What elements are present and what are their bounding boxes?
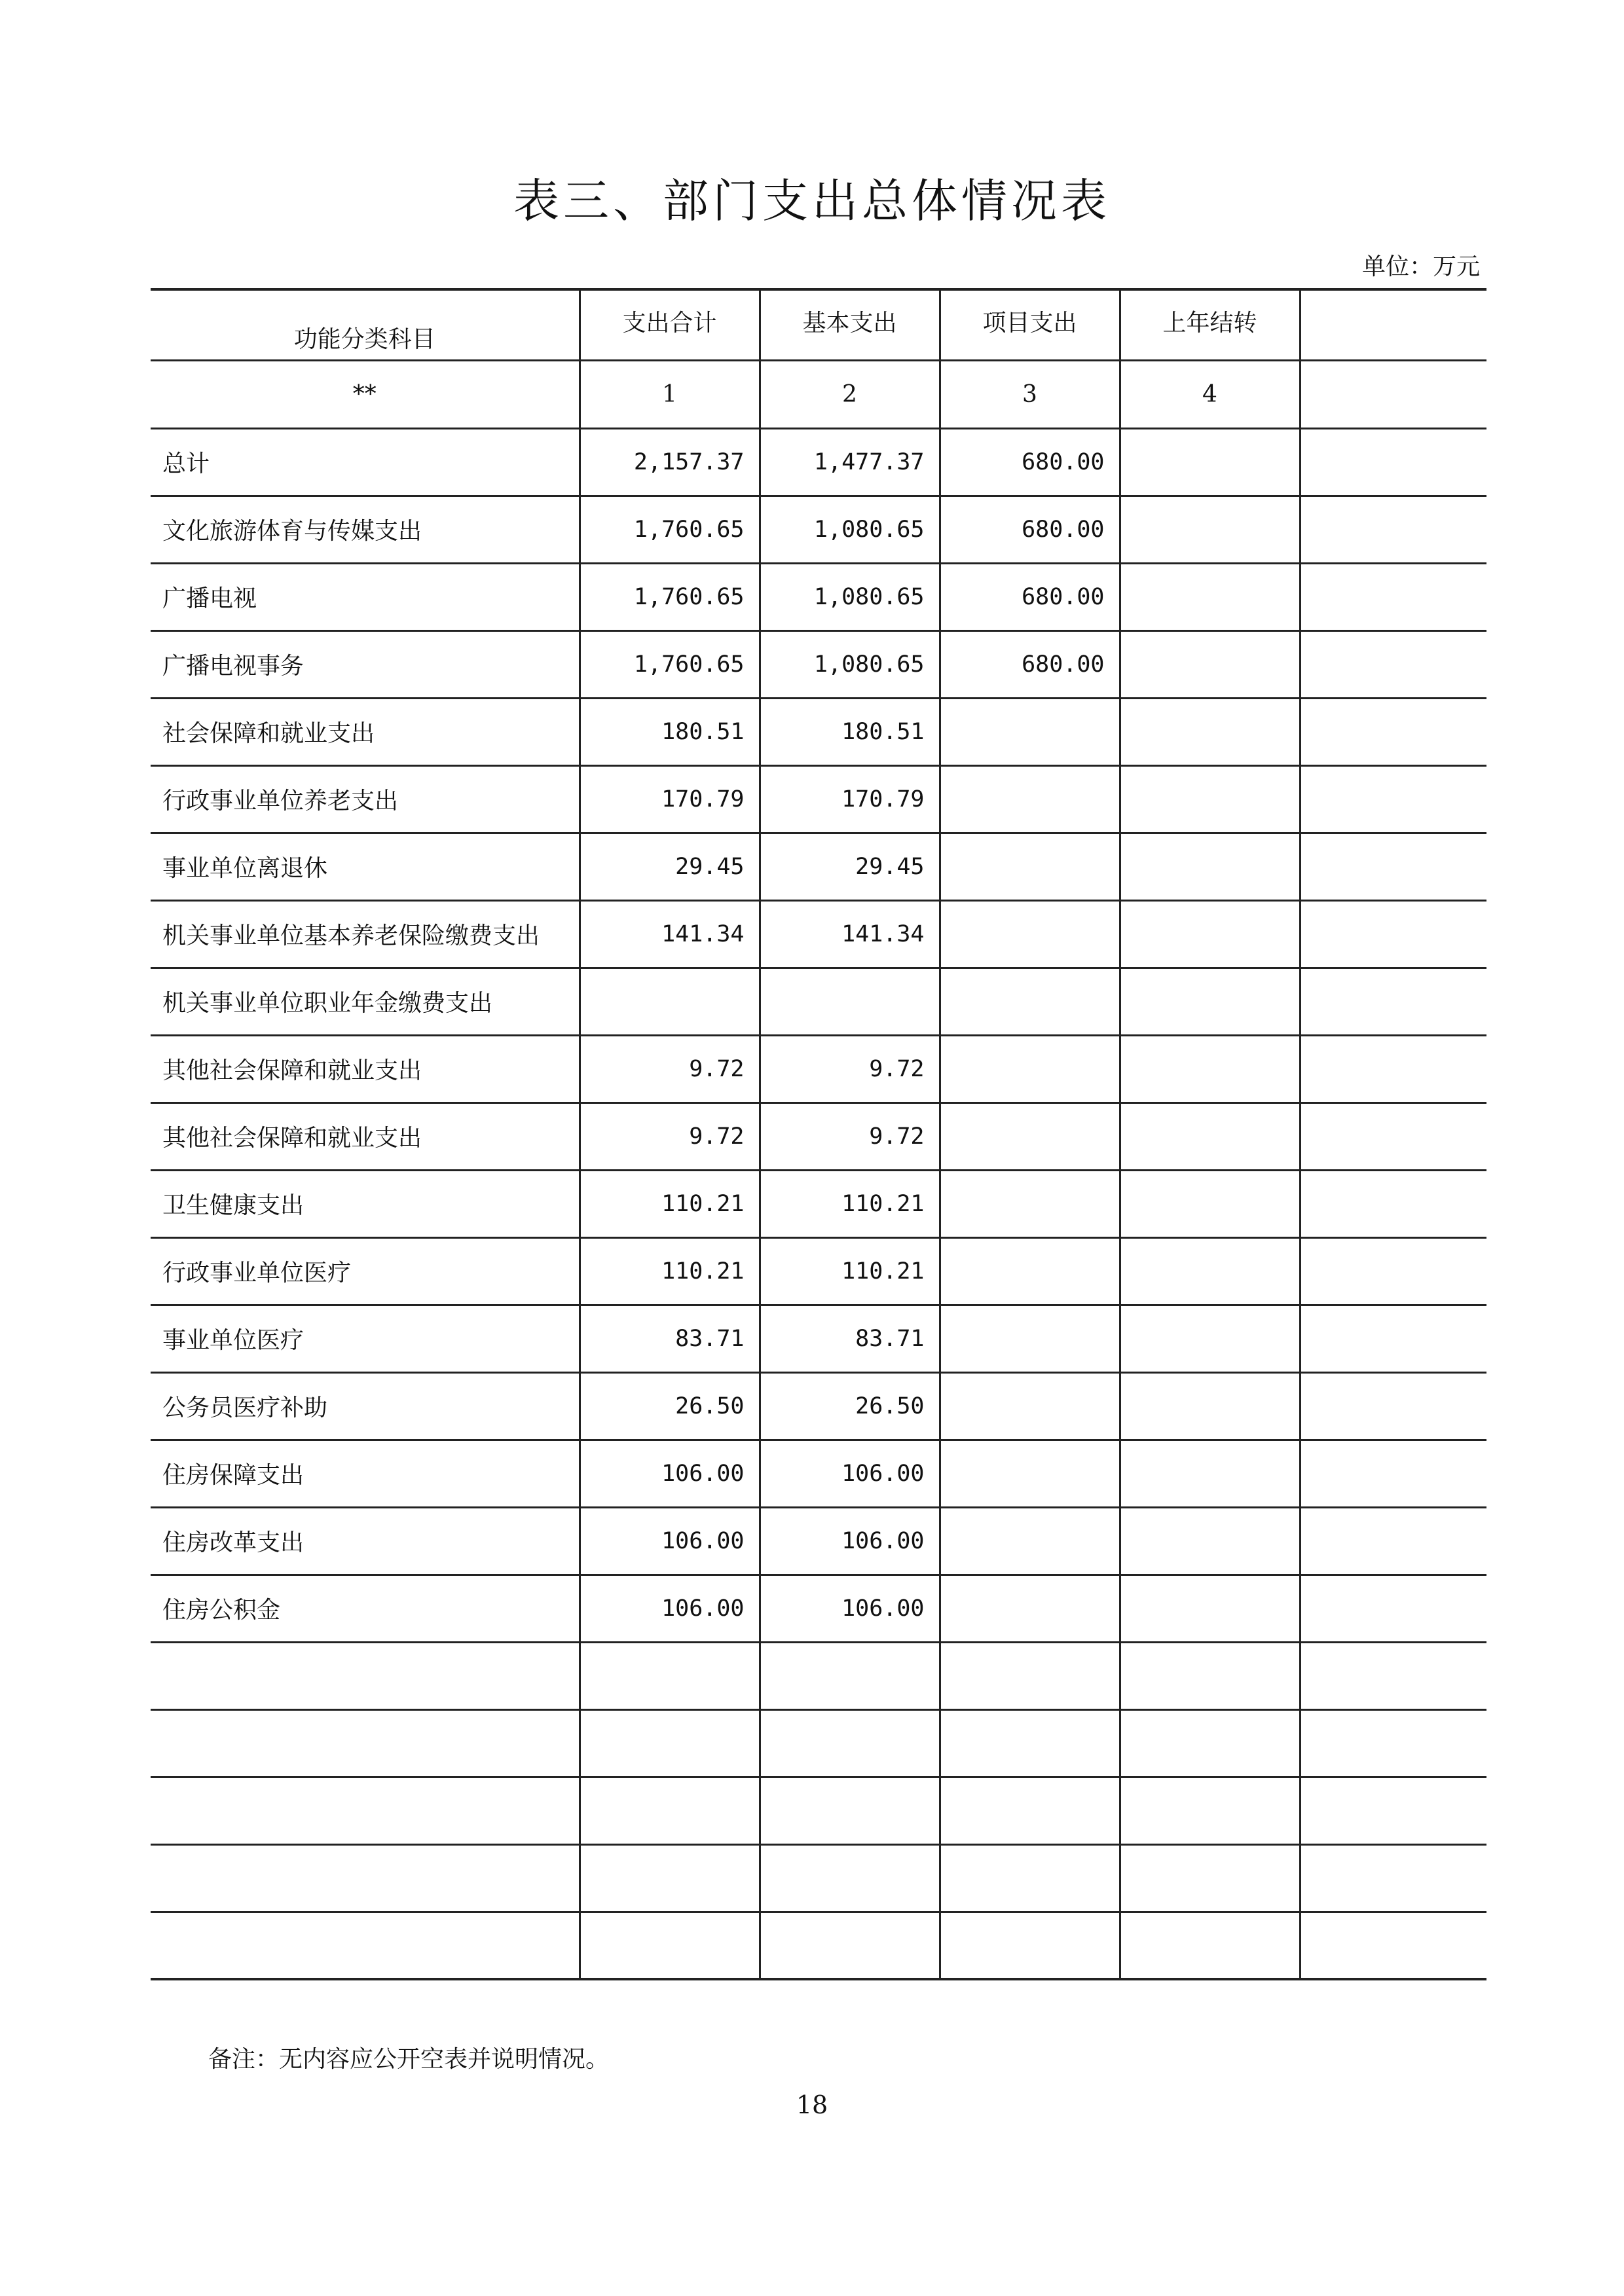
row-carryover-value	[1120, 1170, 1300, 1237]
row-extra-cell	[1300, 1372, 1486, 1440]
row-category-name: 住房保障支出	[151, 1440, 580, 1507]
row-total-value: 141.34	[580, 900, 760, 968]
row-basic-value: 9.72	[760, 1035, 940, 1102]
row-carryover-value	[1120, 1709, 1300, 1777]
row-basic-value: 26.50	[760, 1372, 940, 1440]
index-cell: 4	[1120, 360, 1300, 428]
row-total-value: 29.45	[580, 833, 760, 900]
row-carryover-value	[1120, 1102, 1300, 1170]
table-header-row	[151, 289, 1486, 360]
row-carryover-value	[1120, 900, 1300, 968]
table-row-empty	[151, 1912, 1486, 1979]
row-project-value: 680.00	[940, 496, 1120, 563]
row-carryover-value	[1120, 1777, 1300, 1844]
row-total-value: 9.72	[580, 1102, 760, 1170]
page-number: 18	[796, 2090, 828, 2119]
row-basic-value: 170.79	[760, 765, 940, 833]
row-category-name: 其他社会保障和就业支出	[151, 1035, 580, 1102]
row-category-name: 卫生健康支出	[151, 1170, 580, 1237]
table-row	[151, 1035, 1486, 1102]
index-cell: 3	[940, 360, 1120, 428]
table-row	[151, 833, 1486, 900]
row-carryover-value	[1120, 496, 1300, 563]
table-row-empty	[151, 1777, 1486, 1844]
row-project-value	[940, 1372, 1120, 1440]
row-extra-cell	[1300, 428, 1486, 496]
row-extra-cell	[1300, 765, 1486, 833]
row-category-name	[151, 1912, 580, 1979]
row-category-name: 公务员医疗补助	[151, 1372, 580, 1440]
row-extra-cell	[1300, 1912, 1486, 1979]
row-basic-value	[760, 1642, 940, 1709]
index-cell: 2	[760, 360, 940, 428]
row-extra-cell	[1300, 563, 1486, 630]
row-category-name: 事业单位离退休	[151, 833, 580, 900]
header-total-expenditure: 支出合计	[580, 289, 760, 360]
row-carryover-value	[1120, 698, 1300, 765]
row-basic-value: 1,080.65	[760, 563, 940, 630]
header-basic-expenditure: 基本支出	[760, 289, 940, 360]
page-title: 表三、部门支出总体情况表	[513, 174, 1111, 228]
row-extra-cell	[1300, 1102, 1486, 1170]
expenditure-table-container	[151, 288, 1486, 1980]
row-total-value	[580, 1642, 760, 1709]
row-project-value: 680.00	[940, 428, 1120, 496]
row-category-name	[151, 1777, 580, 1844]
row-extra-cell	[1300, 968, 1486, 1035]
row-project-value	[940, 1575, 1120, 1642]
row-project-value	[940, 833, 1120, 900]
row-carryover-value	[1120, 1035, 1300, 1102]
table-row	[151, 1575, 1486, 1642]
table-row	[151, 1507, 1486, 1575]
header-extra-column	[1300, 289, 1486, 360]
table-row	[151, 698, 1486, 765]
row-total-value: 1,760.65	[580, 496, 760, 563]
row-category-name: 广播电视	[151, 563, 580, 630]
row-project-value	[940, 1440, 1120, 1507]
row-extra-cell	[1300, 1575, 1486, 1642]
row-project-value	[940, 765, 1120, 833]
row-extra-cell	[1300, 1440, 1486, 1507]
row-carryover-value	[1120, 1844, 1300, 1912]
row-carryover-value	[1120, 1305, 1300, 1372]
row-total-value: 2,157.37	[580, 428, 760, 496]
row-basic-value: 106.00	[760, 1440, 940, 1507]
table-row-empty	[151, 1642, 1486, 1709]
row-carryover-value	[1120, 1237, 1300, 1305]
row-basic-value	[760, 1777, 940, 1844]
row-basic-value	[760, 968, 940, 1035]
row-project-value	[940, 1507, 1120, 1575]
row-project-value	[940, 1912, 1120, 1979]
row-category-name: 行政事业单位养老支出	[151, 765, 580, 833]
row-basic-value: 1,080.65	[760, 630, 940, 698]
row-category-name	[151, 1709, 580, 1777]
row-carryover-value	[1120, 833, 1300, 900]
header-project-expenditure: 项目支出	[940, 289, 1120, 360]
row-project-value	[940, 1777, 1120, 1844]
table-row	[151, 1440, 1486, 1507]
row-total-value	[580, 1912, 760, 1979]
row-extra-cell	[1300, 1507, 1486, 1575]
row-total-value: 170.79	[580, 765, 760, 833]
row-extra-cell	[1300, 1170, 1486, 1237]
row-project-value	[940, 900, 1120, 968]
row-category-name: 其他社会保障和就业支出	[151, 1102, 580, 1170]
table-row	[151, 1305, 1486, 1372]
row-carryover-value	[1120, 630, 1300, 698]
row-project-value	[940, 1237, 1120, 1305]
row-basic-value	[760, 1912, 940, 1979]
row-category-name: 广播电视事务	[151, 630, 580, 698]
row-basic-value: 110.21	[760, 1237, 940, 1305]
row-extra-cell	[1300, 1709, 1486, 1777]
table-row	[151, 428, 1486, 496]
row-project-value: 680.00	[940, 563, 1120, 630]
table-row-empty	[151, 1844, 1486, 1912]
row-total-value	[580, 1777, 760, 1844]
row-extra-cell	[1300, 833, 1486, 900]
row-category-name: 文化旅游体育与传媒支出	[151, 496, 580, 563]
row-total-value	[580, 1709, 760, 1777]
row-category-name	[151, 1642, 580, 1709]
row-carryover-value	[1120, 1642, 1300, 1709]
row-basic-value: 106.00	[760, 1575, 940, 1642]
index-cell: 1	[580, 360, 760, 428]
row-category-name: 住房改革支出	[151, 1507, 580, 1575]
row-total-value	[580, 968, 760, 1035]
index-cell: **	[151, 360, 580, 428]
row-extra-cell	[1300, 1777, 1486, 1844]
table-row	[151, 1102, 1486, 1170]
row-extra-cell	[1300, 1237, 1486, 1305]
row-total-value: 83.71	[580, 1305, 760, 1372]
row-total-value: 9.72	[580, 1035, 760, 1102]
row-basic-value: 106.00	[760, 1507, 940, 1575]
row-basic-value: 1,477.37	[760, 428, 940, 496]
row-category-name: 社会保障和就业支出	[151, 698, 580, 765]
index-cell	[1300, 360, 1486, 428]
table-row-empty	[151, 1709, 1486, 1777]
row-project-value	[940, 1709, 1120, 1777]
row-carryover-value	[1120, 1372, 1300, 1440]
row-carryover-value	[1120, 1912, 1300, 1979]
row-project-value	[940, 1170, 1120, 1237]
row-total-value: 110.21	[580, 1170, 760, 1237]
row-project-value	[940, 1102, 1120, 1170]
row-carryover-value	[1120, 563, 1300, 630]
row-total-value: 26.50	[580, 1372, 760, 1440]
row-carryover-value	[1120, 968, 1300, 1035]
row-extra-cell	[1300, 900, 1486, 968]
table-row	[151, 630, 1486, 698]
row-extra-cell	[1300, 1305, 1486, 1372]
table-row	[151, 765, 1486, 833]
row-carryover-value	[1120, 1440, 1300, 1507]
row-project-value	[940, 1035, 1120, 1102]
table-row	[151, 496, 1486, 563]
row-category-name: 住房公积金	[151, 1575, 580, 1642]
unit-label: 单位：万元	[1361, 253, 1480, 280]
row-basic-value: 9.72	[760, 1102, 940, 1170]
row-project-value: 680.00	[940, 630, 1120, 698]
row-category-name: 行政事业单位医疗	[151, 1237, 580, 1305]
expenditure-table	[151, 288, 1486, 1980]
row-basic-value: 29.45	[760, 833, 940, 900]
table-row	[151, 968, 1486, 1035]
header-function-category: 功能分类科目	[151, 289, 580, 360]
row-carryover-value	[1120, 1575, 1300, 1642]
table-row	[151, 1372, 1486, 1440]
row-extra-cell	[1300, 698, 1486, 765]
table-row	[151, 1237, 1486, 1305]
table-index-row	[151, 360, 1486, 428]
row-extra-cell	[1300, 496, 1486, 563]
row-extra-cell	[1300, 630, 1486, 698]
footnote: 备注：无内容应公开空表并说明情况。	[208, 2046, 610, 2073]
row-total-value: 106.00	[580, 1440, 760, 1507]
row-total-value: 106.00	[580, 1507, 760, 1575]
row-basic-value: 180.51	[760, 698, 940, 765]
row-category-name: 机关事业单位职业年金缴费支出	[151, 968, 580, 1035]
row-total-value: 1,760.65	[580, 630, 760, 698]
row-category-name: 总计	[151, 428, 580, 496]
header-carryover: 上年结转	[1120, 289, 1300, 360]
row-basic-value	[760, 1709, 940, 1777]
row-basic-value: 1,080.65	[760, 496, 940, 563]
row-total-value: 110.21	[580, 1237, 760, 1305]
row-extra-cell	[1300, 1035, 1486, 1102]
row-carryover-value	[1120, 1507, 1300, 1575]
row-category-name: 机关事业单位基本养老保险缴费支出	[151, 900, 580, 968]
row-basic-value: 110.21	[760, 1170, 940, 1237]
row-carryover-value	[1120, 428, 1300, 496]
row-basic-value: 141.34	[760, 900, 940, 968]
row-total-value: 1,760.65	[580, 563, 760, 630]
row-total-value: 180.51	[580, 698, 760, 765]
row-carryover-value	[1120, 765, 1300, 833]
row-basic-value	[760, 1844, 940, 1912]
row-total-value	[580, 1844, 760, 1912]
row-category-name: 事业单位医疗	[151, 1305, 580, 1372]
row-extra-cell	[1300, 1844, 1486, 1912]
row-project-value	[940, 1305, 1120, 1372]
row-total-value: 106.00	[580, 1575, 760, 1642]
row-project-value	[940, 698, 1120, 765]
row-project-value	[940, 968, 1120, 1035]
row-basic-value: 83.71	[760, 1305, 940, 1372]
table-row	[151, 563, 1486, 630]
row-extra-cell	[1300, 1642, 1486, 1709]
row-project-value	[940, 1844, 1120, 1912]
row-project-value	[940, 1642, 1120, 1709]
table-row	[151, 1170, 1486, 1237]
row-category-name	[151, 1844, 580, 1912]
table-row	[151, 900, 1486, 968]
